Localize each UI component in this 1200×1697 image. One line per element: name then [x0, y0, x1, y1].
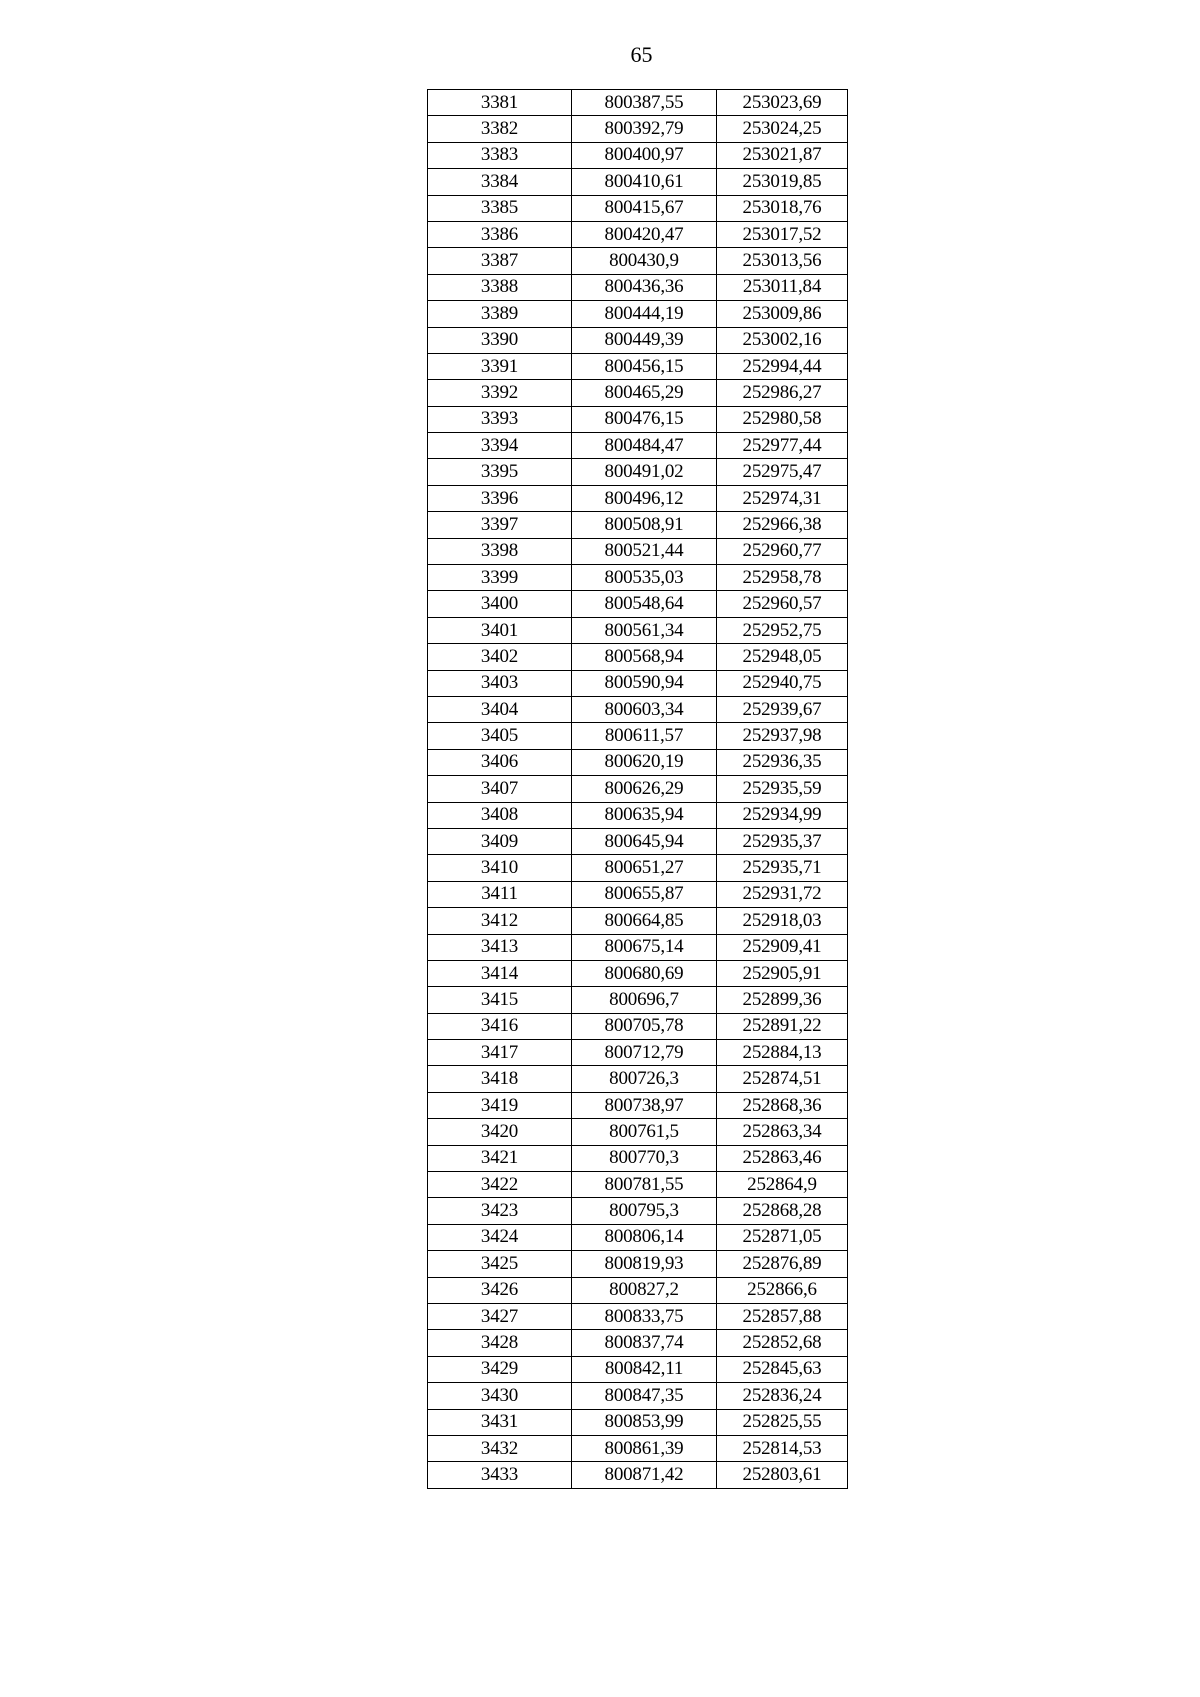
point-number-cell: 3381 [428, 90, 572, 116]
point-number-cell: 3391 [428, 353, 572, 379]
table-row [428, 433, 848, 459]
coordinates-table [427, 89, 848, 1489]
point-number-cell: 3385 [428, 195, 572, 221]
x-coordinate-cell: 800861,39 [572, 1435, 717, 1461]
table-row [428, 881, 848, 907]
point-number-cell: 3395 [428, 459, 572, 485]
y-coordinate-cell: 252905,91 [717, 960, 848, 986]
y-coordinate-cell: 252937,98 [717, 723, 848, 749]
table-row [428, 274, 848, 300]
point-number-cell: 3412 [428, 908, 572, 934]
y-coordinate-cell: 252874,51 [717, 1066, 848, 1092]
point-number-cell: 3396 [428, 485, 572, 511]
x-coordinate-cell: 800508,91 [572, 512, 717, 538]
table-row [428, 406, 848, 432]
x-coordinate-cell: 800738,97 [572, 1092, 717, 1118]
y-coordinate-cell: 252836,24 [717, 1383, 848, 1409]
x-coordinate-cell: 800819,93 [572, 1251, 717, 1277]
x-coordinate-cell: 800444,19 [572, 301, 717, 327]
x-coordinate-cell: 800568,94 [572, 644, 717, 670]
x-coordinate-cell: 800842,11 [572, 1356, 717, 1382]
y-coordinate-cell: 252866,6 [717, 1277, 848, 1303]
x-coordinate-cell: 800806,14 [572, 1224, 717, 1250]
y-coordinate-cell: 252977,44 [717, 433, 848, 459]
x-coordinate-cell: 800392,79 [572, 116, 717, 142]
x-coordinate-cell: 800476,15 [572, 406, 717, 432]
x-coordinate-cell: 800847,35 [572, 1383, 717, 1409]
table-row [428, 1040, 848, 1066]
x-coordinate-cell: 800548,64 [572, 591, 717, 617]
x-coordinate-cell: 800833,75 [572, 1303, 717, 1329]
x-coordinate-cell: 800770,3 [572, 1145, 717, 1171]
y-coordinate-cell: 252891,22 [717, 1013, 848, 1039]
y-coordinate-cell: 252952,75 [717, 617, 848, 643]
table-row [428, 301, 848, 327]
y-coordinate-cell: 252975,47 [717, 459, 848, 485]
x-coordinate-cell: 800761,5 [572, 1119, 717, 1145]
point-number-cell: 3382 [428, 116, 572, 142]
table-row [428, 1303, 848, 1329]
point-number-cell: 3401 [428, 617, 572, 643]
x-coordinate-cell: 800626,29 [572, 776, 717, 802]
table-row [428, 1462, 848, 1488]
table-row [428, 617, 848, 643]
point-number-cell: 3404 [428, 696, 572, 722]
y-coordinate-cell: 253009,86 [717, 301, 848, 327]
y-coordinate-cell: 252868,28 [717, 1198, 848, 1224]
y-coordinate-cell: 252934,99 [717, 802, 848, 828]
y-coordinate-cell: 252948,05 [717, 644, 848, 670]
x-coordinate-cell: 800837,74 [572, 1330, 717, 1356]
point-number-cell: 3417 [428, 1040, 572, 1066]
table-row [428, 327, 848, 353]
x-coordinate-cell: 800561,34 [572, 617, 717, 643]
y-coordinate-cell: 253018,76 [717, 195, 848, 221]
point-number-cell: 3383 [428, 142, 572, 168]
y-coordinate-cell: 252935,71 [717, 855, 848, 881]
point-number-cell: 3405 [428, 723, 572, 749]
x-coordinate-cell: 800415,67 [572, 195, 717, 221]
table-row [428, 116, 848, 142]
table-row [428, 644, 848, 670]
x-coordinate-cell: 800535,03 [572, 565, 717, 591]
y-coordinate-cell: 252935,37 [717, 828, 848, 854]
table-row [428, 538, 848, 564]
point-number-cell: 3431 [428, 1409, 572, 1435]
y-coordinate-cell: 252899,36 [717, 987, 848, 1013]
point-number-cell: 3427 [428, 1303, 572, 1329]
point-number-cell: 3423 [428, 1198, 572, 1224]
table-row [428, 1409, 848, 1435]
x-coordinate-cell: 800696,7 [572, 987, 717, 1013]
point-number-cell: 3432 [428, 1435, 572, 1461]
x-coordinate-cell: 800410,61 [572, 169, 717, 195]
y-coordinate-cell: 252939,67 [717, 696, 848, 722]
point-number-cell: 3397 [428, 512, 572, 538]
point-number-cell: 3414 [428, 960, 572, 986]
point-number-cell: 3429 [428, 1356, 572, 1382]
x-coordinate-cell: 800675,14 [572, 934, 717, 960]
table-row [428, 749, 848, 775]
x-coordinate-cell: 800620,19 [572, 749, 717, 775]
table-row [428, 1013, 848, 1039]
y-coordinate-cell: 252966,38 [717, 512, 848, 538]
x-coordinate-cell: 800449,39 [572, 327, 717, 353]
y-coordinate-cell: 252940,75 [717, 670, 848, 696]
point-number-cell: 3406 [428, 749, 572, 775]
x-coordinate-cell: 800781,55 [572, 1172, 717, 1198]
y-coordinate-cell: 252868,36 [717, 1092, 848, 1118]
table-row [428, 1251, 848, 1277]
x-coordinate-cell: 800590,94 [572, 670, 717, 696]
y-coordinate-cell: 253017,52 [717, 221, 848, 247]
point-number-cell: 3428 [428, 1330, 572, 1356]
point-number-cell: 3384 [428, 169, 572, 195]
table-row [428, 1383, 848, 1409]
y-coordinate-cell: 252994,44 [717, 353, 848, 379]
y-coordinate-cell: 253023,69 [717, 90, 848, 116]
table-row [428, 1066, 848, 1092]
x-coordinate-cell: 800827,2 [572, 1277, 717, 1303]
table-row [428, 1330, 848, 1356]
page-number: 65 [630, 42, 653, 67]
x-coordinate-cell: 800795,3 [572, 1198, 717, 1224]
y-coordinate-cell: 252884,13 [717, 1040, 848, 1066]
x-coordinate-cell: 800430,9 [572, 248, 717, 274]
x-coordinate-cell: 800664,85 [572, 908, 717, 934]
point-number-cell: 3421 [428, 1145, 572, 1171]
table-row [428, 380, 848, 406]
table-row [428, 1145, 848, 1171]
y-coordinate-cell: 252958,78 [717, 565, 848, 591]
y-coordinate-cell: 252803,61 [717, 1462, 848, 1488]
x-coordinate-cell: 800521,44 [572, 538, 717, 564]
x-coordinate-cell: 800635,94 [572, 802, 717, 828]
table-row [428, 1435, 848, 1461]
y-coordinate-cell: 253013,56 [717, 248, 848, 274]
y-coordinate-cell: 252960,57 [717, 591, 848, 617]
point-number-cell: 3410 [428, 855, 572, 881]
x-coordinate-cell: 800465,29 [572, 380, 717, 406]
point-number-cell: 3393 [428, 406, 572, 432]
y-coordinate-cell: 252857,88 [717, 1303, 848, 1329]
point-number-cell: 3411 [428, 881, 572, 907]
table-row [428, 1224, 848, 1250]
point-number-cell: 3422 [428, 1172, 572, 1198]
table-row [428, 195, 848, 221]
y-coordinate-cell: 252825,55 [717, 1409, 848, 1435]
point-number-cell: 3419 [428, 1092, 572, 1118]
table-row [428, 1172, 848, 1198]
point-number-cell: 3409 [428, 828, 572, 854]
x-coordinate-cell: 800871,42 [572, 1462, 717, 1488]
point-number-cell: 3399 [428, 565, 572, 591]
x-coordinate-cell: 800400,97 [572, 142, 717, 168]
x-coordinate-cell: 800496,12 [572, 485, 717, 511]
x-coordinate-cell: 800456,15 [572, 353, 717, 379]
point-number-cell: 3426 [428, 1277, 572, 1303]
table-row [428, 960, 848, 986]
table-row [428, 1092, 848, 1118]
y-coordinate-cell: 252986,27 [717, 380, 848, 406]
table-row [428, 723, 848, 749]
table-row [428, 934, 848, 960]
point-number-cell: 3424 [428, 1224, 572, 1250]
point-number-cell: 3418 [428, 1066, 572, 1092]
y-coordinate-cell: 252845,63 [717, 1356, 848, 1382]
x-coordinate-cell: 800655,87 [572, 881, 717, 907]
y-coordinate-cell: 253024,25 [717, 116, 848, 142]
table-row [428, 142, 848, 168]
point-number-cell: 3388 [428, 274, 572, 300]
y-coordinate-cell: 252876,89 [717, 1251, 848, 1277]
table-row [428, 565, 848, 591]
x-coordinate-cell: 800645,94 [572, 828, 717, 854]
x-coordinate-cell: 800651,27 [572, 855, 717, 881]
point-number-cell: 3430 [428, 1383, 572, 1409]
y-coordinate-cell: 252918,03 [717, 908, 848, 934]
table-row [428, 221, 848, 247]
point-number-cell: 3392 [428, 380, 572, 406]
point-number-cell: 3402 [428, 644, 572, 670]
x-coordinate-cell: 800705,78 [572, 1013, 717, 1039]
point-number-cell: 3400 [428, 591, 572, 617]
point-number-cell: 3387 [428, 248, 572, 274]
table-row [428, 1277, 848, 1303]
point-number-cell: 3407 [428, 776, 572, 802]
x-coordinate-cell: 800611,57 [572, 723, 717, 749]
point-number-cell: 3398 [428, 538, 572, 564]
y-coordinate-cell: 252864,9 [717, 1172, 848, 1198]
table-row [428, 908, 848, 934]
y-coordinate-cell: 252974,31 [717, 485, 848, 511]
table-row [428, 696, 848, 722]
point-number-cell: 3394 [428, 433, 572, 459]
table-row [428, 248, 848, 274]
y-coordinate-cell: 252960,77 [717, 538, 848, 564]
table-row [428, 1119, 848, 1145]
x-coordinate-cell: 800491,02 [572, 459, 717, 485]
table-row [428, 90, 848, 116]
point-number-cell: 3425 [428, 1251, 572, 1277]
x-coordinate-cell: 800387,55 [572, 90, 717, 116]
point-number-cell: 3433 [428, 1462, 572, 1488]
y-coordinate-cell: 252871,05 [717, 1224, 848, 1250]
table-row [428, 1198, 848, 1224]
point-number-cell: 3415 [428, 987, 572, 1013]
y-coordinate-cell: 253019,85 [717, 169, 848, 195]
y-coordinate-cell: 252909,41 [717, 934, 848, 960]
table-row [428, 353, 848, 379]
y-coordinate-cell: 252863,34 [717, 1119, 848, 1145]
table-row [428, 776, 848, 802]
y-coordinate-cell: 252936,35 [717, 749, 848, 775]
x-coordinate-cell: 800420,47 [572, 221, 717, 247]
y-coordinate-cell: 252931,72 [717, 881, 848, 907]
point-number-cell: 3420 [428, 1119, 572, 1145]
y-coordinate-cell: 253021,87 [717, 142, 848, 168]
point-number-cell: 3386 [428, 221, 572, 247]
y-coordinate-cell: 252935,59 [717, 776, 848, 802]
table-row [428, 512, 848, 538]
point-number-cell: 3403 [428, 670, 572, 696]
y-coordinate-cell: 252814,53 [717, 1435, 848, 1461]
y-coordinate-cell: 253002,16 [717, 327, 848, 353]
point-number-cell: 3390 [428, 327, 572, 353]
x-coordinate-cell: 800680,69 [572, 960, 717, 986]
point-number-cell: 3416 [428, 1013, 572, 1039]
point-number-cell: 3408 [428, 802, 572, 828]
table-row [428, 169, 848, 195]
y-coordinate-cell: 252863,46 [717, 1145, 848, 1171]
table-row [428, 802, 848, 828]
table-row [428, 670, 848, 696]
table-row [428, 1356, 848, 1382]
point-number-cell: 3413 [428, 934, 572, 960]
y-coordinate-cell: 252852,68 [717, 1330, 848, 1356]
table-row [428, 485, 848, 511]
x-coordinate-cell: 800726,3 [572, 1066, 717, 1092]
y-coordinate-cell: 253011,84 [717, 274, 848, 300]
x-coordinate-cell: 800712,79 [572, 1040, 717, 1066]
coordinates-table-body [428, 90, 848, 1489]
table-row [428, 459, 848, 485]
y-coordinate-cell: 252980,58 [717, 406, 848, 432]
table-row [428, 591, 848, 617]
point-number-cell: 3389 [428, 301, 572, 327]
x-coordinate-cell: 800484,47 [572, 433, 717, 459]
x-coordinate-cell: 800603,34 [572, 696, 717, 722]
x-coordinate-cell: 800853,99 [572, 1409, 717, 1435]
table-row [428, 855, 848, 881]
table-row [428, 828, 848, 854]
table-row [428, 987, 848, 1013]
x-coordinate-cell: 800436,36 [572, 274, 717, 300]
